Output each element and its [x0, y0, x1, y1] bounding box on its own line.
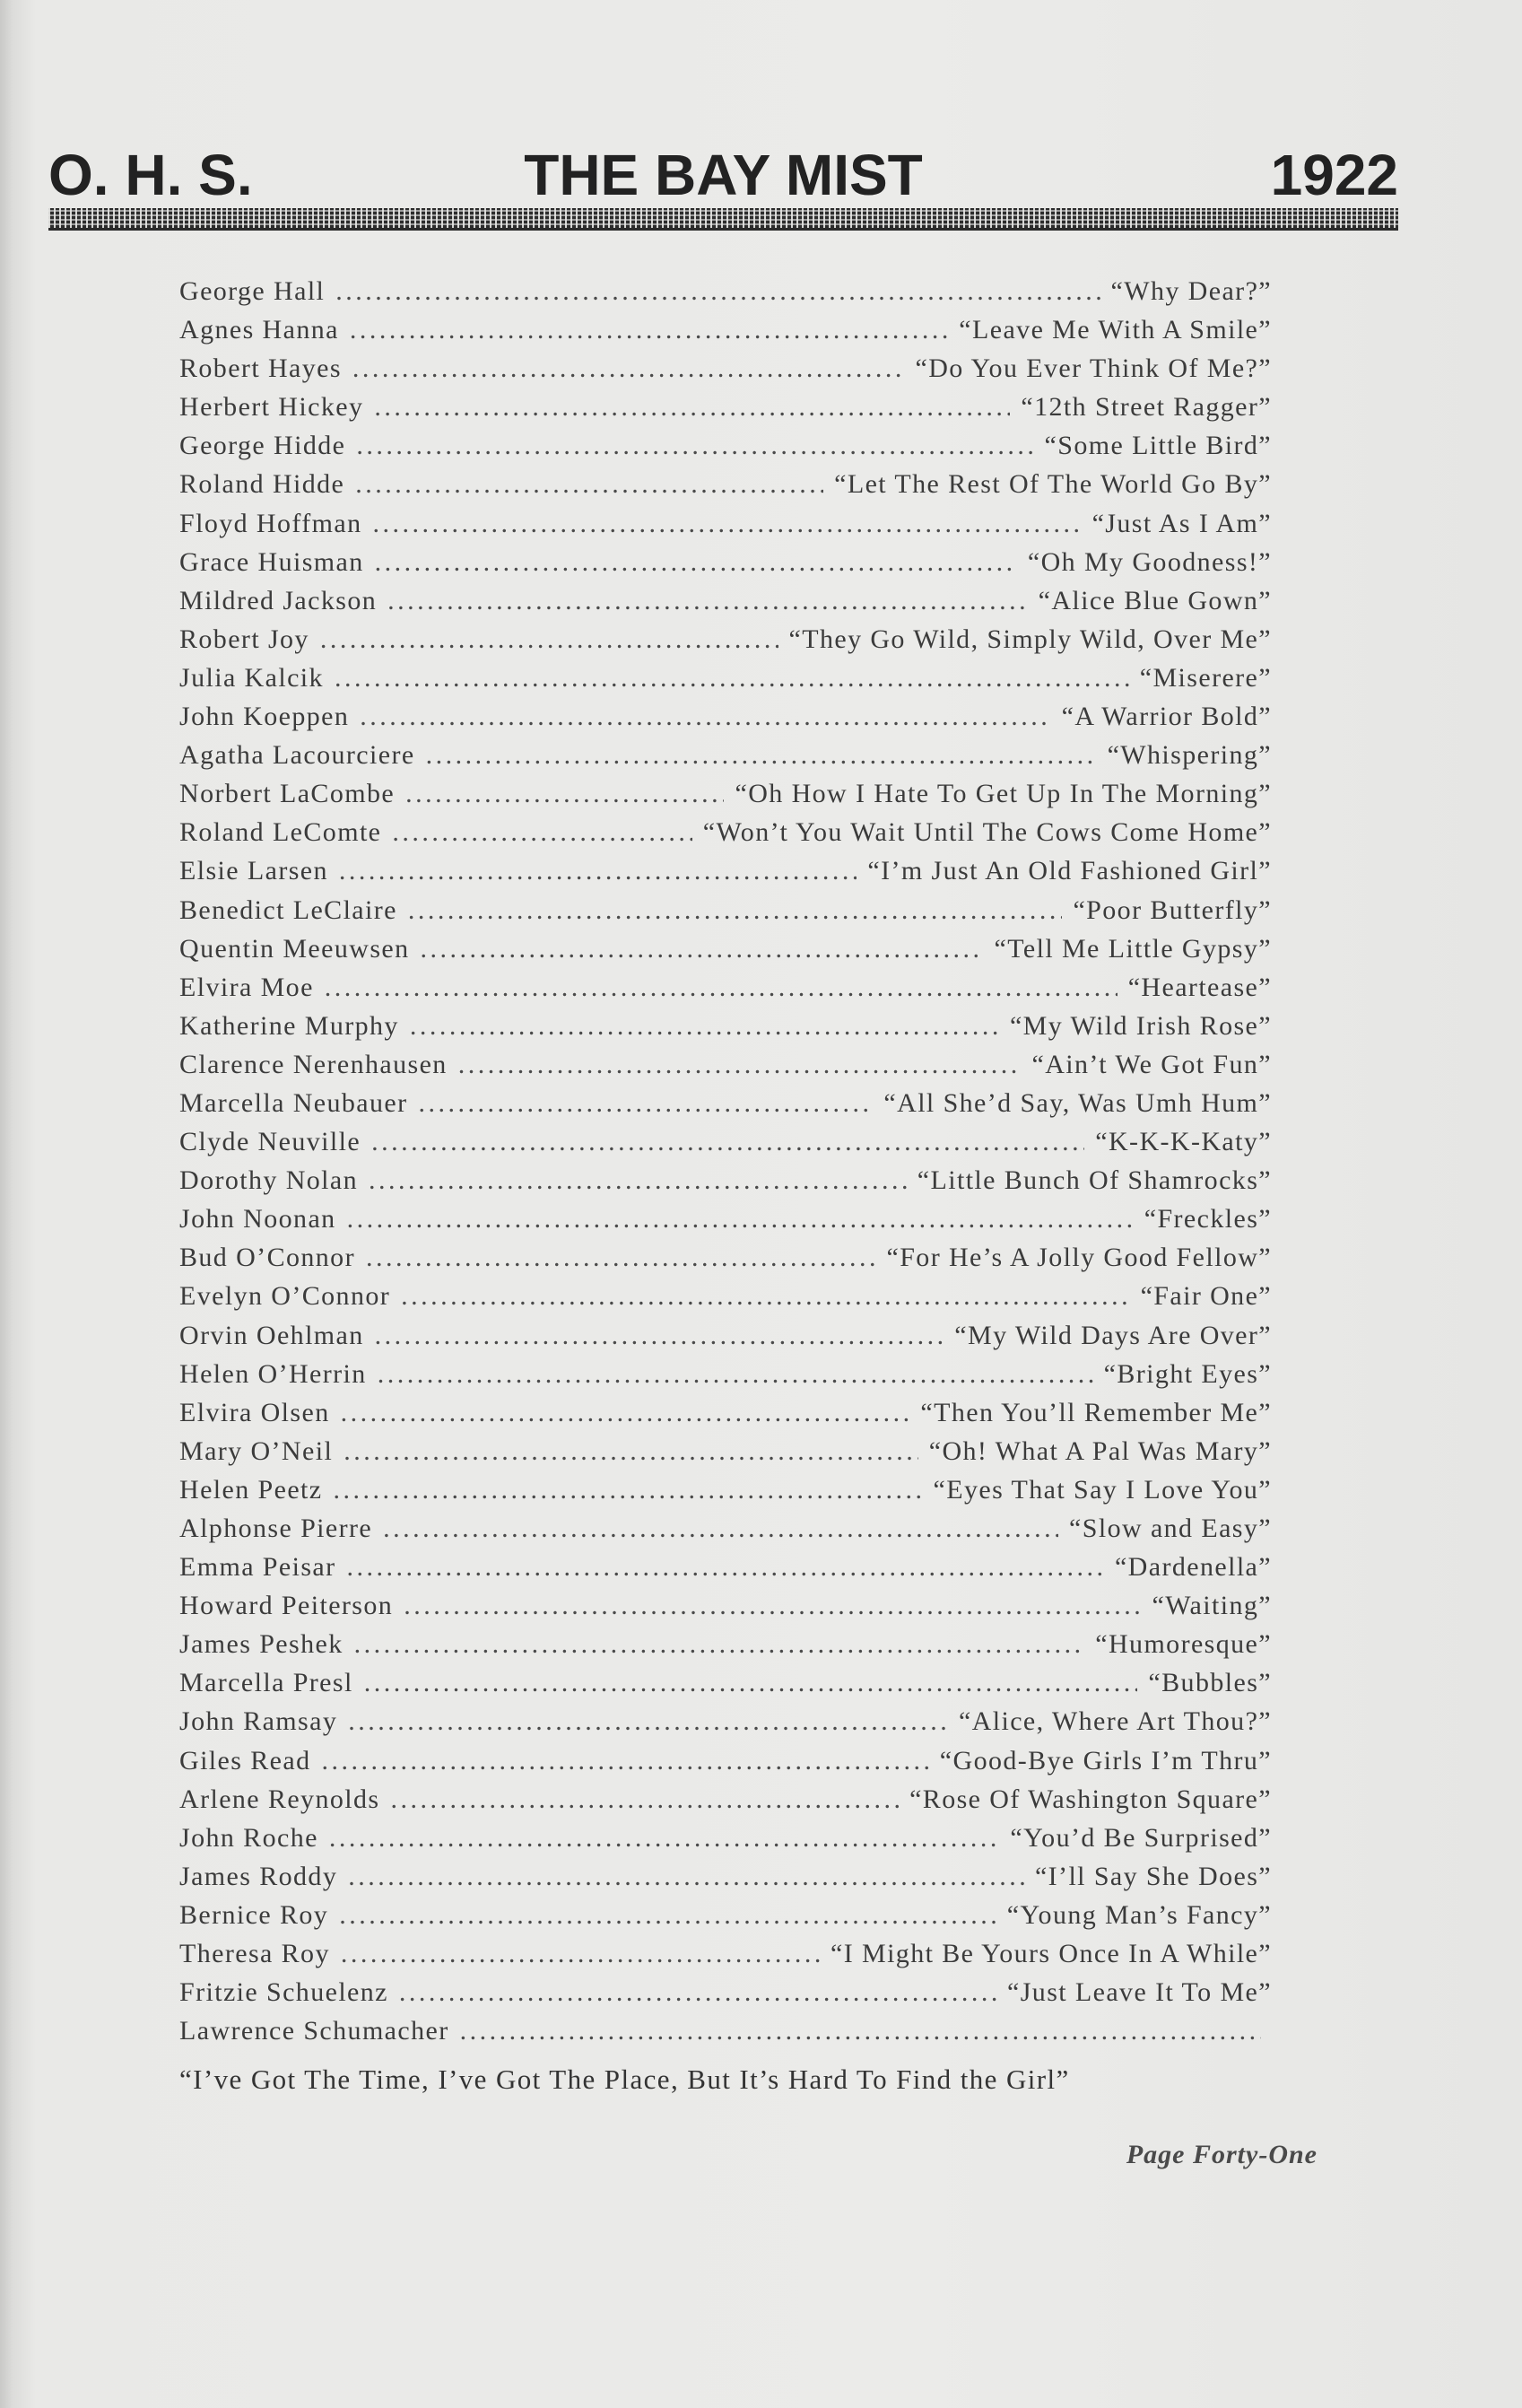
list-item	[179, 1706, 1272, 1745]
student-name: Mildred Jackson	[179, 585, 378, 615]
song-title: “Just As I Am”	[1091, 508, 1272, 538]
student-name: Dorothy Nolan	[179, 1165, 359, 1196]
song-title: “Leave Me With A Smile”	[959, 315, 1272, 345]
student-name: Katherine Murphy	[179, 1010, 399, 1041]
list-item	[179, 1668, 1272, 1706]
student-name: Emma Peisar	[179, 1552, 336, 1583]
song-title: “All She’d Say, Was Umh Hum”	[883, 1087, 1272, 1118]
dot-leader	[401, 1281, 1129, 1312]
list-item	[179, 1321, 1272, 1359]
list-item	[179, 1823, 1272, 1862]
dot-leader	[334, 1475, 923, 1505]
list-item	[179, 1436, 1272, 1475]
list-item	[179, 1939, 1272, 1977]
song-title: “My Wild Days Are Over”	[954, 1320, 1272, 1350]
dot-leader	[405, 779, 724, 809]
student-name: Julia Kalcik	[179, 662, 324, 693]
list-item	[179, 586, 1272, 624]
list-item	[179, 1281, 1272, 1320]
list-item	[179, 702, 1272, 740]
student-name: John Ramsay	[179, 1706, 338, 1737]
student-name: Marcella Presl	[179, 1668, 353, 1698]
list-item	[179, 1127, 1272, 1165]
list-item	[179, 895, 1272, 934]
list-item	[179, 1514, 1272, 1552]
list-item	[179, 392, 1272, 431]
student-name: John Koeppen	[179, 702, 350, 732]
student-name: Evelyn O’Connor	[179, 1281, 391, 1312]
song-title: “K-K-K-Katy”	[1095, 1127, 1272, 1157]
song-title: “My Wild Irish Rose”	[1009, 1010, 1272, 1041]
dot-leader	[404, 1591, 1141, 1621]
song-title: “Oh How I Hate To Get Up In The Morning”	[735, 779, 1272, 809]
dot-leader	[460, 2016, 1261, 2046]
student-name: Benedict LeClaire	[179, 894, 397, 925]
dot-leader	[408, 895, 1063, 926]
song-title: “I Might Be Yours Once In A While”	[830, 1939, 1272, 1969]
list-item	[179, 1784, 1272, 1823]
student-name: Grace Huisman	[179, 546, 364, 577]
student-name: Bud O’Connor	[179, 1243, 355, 1273]
entry-list	[179, 276, 1272, 2055]
student-name: Roland LeComte	[179, 817, 382, 848]
list-item	[179, 779, 1272, 817]
list-item	[179, 1629, 1272, 1668]
dot-leader	[347, 1204, 1134, 1235]
student-name: Elvira Moe	[179, 972, 314, 1002]
song-title: “Oh! What A Pal Was Mary”	[928, 1435, 1272, 1466]
student-name: James Peshek	[179, 1629, 344, 1660]
list-item	[179, 856, 1272, 894]
dot-leader	[335, 276, 1100, 307]
student-name: John Roche	[179, 1822, 318, 1853]
list-item	[179, 1050, 1272, 1088]
dot-leader	[387, 586, 1027, 616]
header-school: O. H. S.	[48, 143, 253, 207]
dot-leader	[335, 663, 1129, 694]
list-item	[179, 1552, 1272, 1591]
student-name: Quentin Meeuwsen	[179, 933, 410, 964]
song-title: “Little Bunch Of Shamrocks”	[917, 1165, 1272, 1196]
song-title: “You’d Be Surprised”	[1010, 1822, 1272, 1853]
dot-leader	[360, 702, 1050, 732]
song-title: “Waiting”	[1152, 1591, 1272, 1621]
dot-leader	[399, 1977, 996, 2008]
student-name: John Noonan	[179, 1204, 336, 1235]
song-title: “I’ll Say She Does”	[1034, 1861, 1272, 1891]
list-item	[179, 663, 1272, 702]
list-item	[179, 740, 1272, 779]
list-item	[179, 1862, 1272, 1900]
list-item	[179, 431, 1272, 469]
dot-leader	[320, 624, 778, 655]
song-title: “Some Little Bird”	[1044, 431, 1272, 461]
student-name: James Roddy	[179, 1861, 338, 1891]
dot-leader	[325, 973, 1118, 1003]
song-title: “Slow and Easy”	[1069, 1514, 1272, 1543]
list-item	[179, 276, 1272, 315]
song-title: “Young Man’s Fancy”	[1006, 1899, 1272, 1930]
student-name: Arlene Reynolds	[179, 1784, 380, 1814]
student-name: Marcella Neubauer	[179, 1087, 408, 1118]
list-item	[179, 1359, 1272, 1398]
page-number: Page Forty-One	[1126, 2140, 1318, 2169]
song-title: “Bright Eyes”	[1103, 1358, 1272, 1389]
dot-leader	[344, 1436, 918, 1467]
dot-leader	[354, 1629, 1085, 1660]
dot-leader	[378, 1359, 1093, 1390]
list-item	[179, 1011, 1272, 1050]
list-item	[179, 1398, 1272, 1436]
list-item	[179, 1475, 1272, 1514]
student-name: Agatha Lacourciere	[179, 740, 415, 771]
student-name: Elsie Larsen	[179, 856, 328, 886]
dot-leader	[355, 469, 823, 500]
list-item	[179, 1088, 1272, 1127]
student-name: Theresa Roy	[179, 1939, 330, 1969]
song-title: “Oh My Goodness!”	[1027, 546, 1272, 577]
student-name: Clarence Nerenhausen	[179, 1049, 448, 1079]
header-title: THE BAY MIST	[524, 143, 923, 207]
dot-leader	[364, 1668, 1138, 1698]
dot-leader	[329, 1823, 1000, 1854]
list-item	[179, 1977, 1272, 2016]
student-name: Bernice Roy	[179, 1899, 329, 1930]
song-title: “Rose Of Washington Square”	[909, 1784, 1272, 1814]
list-item	[179, 1204, 1272, 1243]
dot-leader	[371, 1127, 1084, 1157]
student-name: Roland Hidde	[179, 469, 345, 500]
song-title: “Fair One”	[1140, 1281, 1272, 1312]
student-name: Giles Read	[179, 1745, 311, 1775]
list-item	[179, 1243, 1272, 1281]
header-rule	[48, 208, 1398, 228]
dot-leader	[348, 1706, 948, 1737]
dot-leader	[348, 1862, 1024, 1892]
student-name: Norbert LaCombe	[179, 779, 396, 809]
song-title: “For He’s A Jolly Good Fellow”	[886, 1243, 1272, 1273]
student-name: Floyd Hoffman	[179, 508, 362, 538]
song-title: “Tell Me Little Gypsy”	[994, 933, 1272, 964]
dot-leader	[458, 1050, 1022, 1080]
dot-leader	[383, 1514, 1058, 1544]
student-name: Helen Peetz	[179, 1474, 323, 1505]
dot-leader	[341, 1939, 820, 1969]
dot-leader	[390, 1784, 899, 1815]
song-title: “I’m Just An Old Fashioned Girl”	[867, 856, 1272, 886]
dot-leader	[421, 934, 984, 964]
song-title: “They Go Wild, Simply Wild, Over Me”	[788, 624, 1272, 654]
dot-leader	[366, 1243, 876, 1273]
list-item	[179, 1165, 1272, 1204]
dot-leader	[321, 1746, 928, 1776]
list-item	[179, 973, 1272, 1011]
song-title: “Alice Blue Gown”	[1038, 585, 1272, 615]
song-title: “Won’t You Wait Until The Cows Come Home”	[702, 817, 1272, 848]
song-title: “Freckles”	[1144, 1204, 1272, 1235]
list-item	[179, 817, 1272, 856]
song-title: “Whispering”	[1107, 740, 1272, 771]
list-item	[179, 1746, 1272, 1784]
dot-leader	[375, 547, 1017, 578]
student-name: Clyde Neuville	[179, 1127, 361, 1157]
student-name: Howard Peiterson	[179, 1591, 394, 1621]
student-name: Robert Joy	[179, 624, 309, 654]
dot-leader	[341, 1398, 910, 1428]
song-title: “Good-Bye Girls I’m Thru”	[939, 1745, 1272, 1775]
song-title: “Heartease”	[1127, 972, 1272, 1002]
dot-leader	[419, 1088, 874, 1119]
final-song-line: “I’ve Got The Time, I’ve Got The Place, But It’s Hard To Find the Girl”	[179, 2063, 1070, 2095]
song-title: “Humoresque”	[1095, 1629, 1272, 1660]
song-title: “Why Dear?”	[1110, 276, 1272, 306]
student-name: George Hall	[179, 276, 326, 306]
song-title: “Eyes That Say I Love You”	[933, 1474, 1272, 1505]
page-header	[48, 144, 1398, 206]
song-title: “A Warrior Bold”	[1061, 702, 1272, 732]
student-name: Lawrence Schumacher	[179, 2016, 449, 2046]
dot-leader	[339, 856, 857, 886]
song-title: “Bubbles”	[1148, 1668, 1272, 1698]
song-title: “Poor Butterfly”	[1073, 894, 1272, 925]
student-name: Orvin Oehlman	[179, 1320, 364, 1350]
header-year: 1922	[1270, 143, 1398, 207]
song-title: “Miserere”	[1139, 662, 1272, 693]
list-item	[179, 1900, 1272, 1939]
song-title: “Alice, Where Art Thou?”	[958, 1706, 1272, 1737]
dot-leader	[410, 1011, 999, 1042]
dot-leader	[369, 1165, 907, 1196]
dot-leader	[372, 509, 1081, 539]
dot-leader	[392, 817, 691, 848]
student-name: Robert Hayes	[179, 353, 342, 384]
list-item	[179, 547, 1272, 586]
list-item	[179, 2016, 1272, 2055]
list-item	[179, 1591, 1272, 1629]
list-item	[179, 624, 1272, 663]
student-name: Fritzie Schuelenz	[179, 1977, 388, 2008]
song-title: “Dardenella”	[1114, 1552, 1272, 1583]
student-name: Helen O’Herrin	[179, 1358, 367, 1389]
song-title: “Then You’ll Remember Me”	[920, 1397, 1272, 1427]
student-name: Alphonse Pierre	[179, 1514, 373, 1543]
dot-leader	[374, 392, 1010, 423]
list-item	[179, 509, 1272, 547]
student-name: George Hidde	[179, 431, 346, 461]
dot-leader	[352, 353, 905, 384]
list-item	[179, 469, 1272, 508]
dot-leader	[339, 1900, 996, 1931]
student-name: Herbert Hickey	[179, 392, 364, 423]
song-title: “Ain’t We Got Fun”	[1031, 1049, 1272, 1079]
song-title: “12th Street Ragger”	[1021, 392, 1272, 423]
dot-leader	[375, 1321, 944, 1351]
list-item	[179, 353, 1272, 392]
song-title: “Let The Rest Of The World Go By”	[834, 469, 1272, 500]
student-name: Agnes Hanna	[179, 315, 339, 345]
dot-leader	[426, 740, 1097, 771]
dot-leader	[350, 315, 948, 345]
dot-leader	[347, 1552, 1104, 1583]
song-title: “Just Leave It To Me”	[1007, 1977, 1272, 2008]
dot-leader	[356, 431, 1033, 461]
student-name: Elvira Olsen	[179, 1397, 330, 1427]
list-item	[179, 934, 1272, 973]
list-item	[179, 315, 1272, 353]
song-title: “Do You Ever Think Of Me?”	[915, 353, 1272, 384]
student-name: Mary O’Neil	[179, 1435, 334, 1466]
